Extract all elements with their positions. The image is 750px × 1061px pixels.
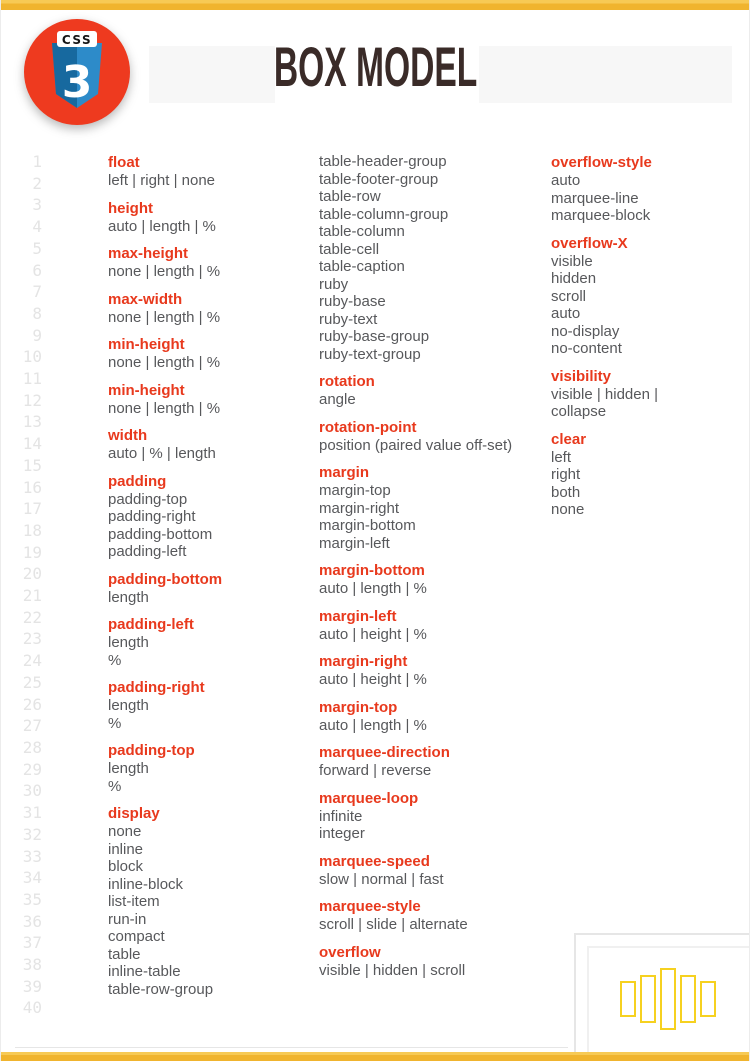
property-value: list-item <box>108 893 160 910</box>
page-title: BOX MODEL <box>274 35 478 98</box>
property-value: right <box>551 466 581 483</box>
property-name: padding-bottom <box>108 570 223 588</box>
bottom-accent-bar <box>1 1052 749 1061</box>
property-value: auto | % | length <box>108 445 216 462</box>
property-value: inline-table <box>108 963 181 980</box>
property-name: margin-left <box>319 607 397 625</box>
property-entry <box>108 381 308 418</box>
property-value: both <box>551 483 581 501</box>
logo-bar <box>660 968 676 1030</box>
property-entry <box>319 372 551 409</box>
property-value: auto | length | % <box>319 580 427 597</box>
property-value: auto <box>551 305 581 322</box>
property-entry <box>319 607 551 644</box>
property-name: height <box>108 199 153 217</box>
property-entry <box>551 153 743 225</box>
property-value: padding-bottom <box>108 525 213 543</box>
line-number: 5 <box>32 238 42 258</box>
line-number: 9 <box>32 325 42 345</box>
property-value: run-in <box>108 910 147 928</box>
property-name: marquee-speed <box>319 852 430 870</box>
property-entry <box>319 652 551 689</box>
property-value: table-header-group <box>319 153 447 170</box>
line-number: 17 <box>22 499 42 519</box>
property-value: none <box>108 823 142 840</box>
property-name: padding <box>108 472 167 490</box>
line-number: 1 <box>32 152 42 171</box>
property-value: % <box>108 714 122 732</box>
line-number: 21 <box>22 586 42 606</box>
line-number: 15 <box>22 455 42 475</box>
top-accent-bar <box>1 0 749 10</box>
property-value: left <box>551 448 572 466</box>
line-number: 32 <box>22 824 42 844</box>
line-number: 2 <box>32 173 42 193</box>
line-number: 40 <box>22 998 42 1018</box>
property-value: padding-right <box>108 508 196 525</box>
property-entry <box>108 678 308 732</box>
property-value: auto | length | % <box>108 217 216 235</box>
line-number: 18 <box>22 520 42 540</box>
property-name: display <box>108 805 160 822</box>
property-value: no-display <box>551 322 620 340</box>
property-value: % <box>108 777 122 795</box>
line-number: 31 <box>22 803 42 823</box>
line-number: 38 <box>22 955 42 975</box>
property-value: integer <box>319 825 365 842</box>
property-value: no-content <box>551 340 622 357</box>
footer-divider <box>15 1047 568 1048</box>
line-number: 23 <box>22 629 42 649</box>
property-value: forward | reverse <box>319 762 432 779</box>
property-value: table-row-group <box>108 980 214 998</box>
property-entry <box>108 199 308 236</box>
property-value: margin-right <box>319 499 400 517</box>
line-number: 26 <box>22 694 42 714</box>
property-name: margin-right <box>319 653 408 670</box>
property-value: compact <box>108 928 165 945</box>
property-value: padding-top <box>108 490 188 508</box>
property-entry <box>319 561 551 598</box>
property-value: table-footer-group <box>319 170 439 188</box>
property-name: padding-left <box>108 616 194 633</box>
property-value: visible | hidden | <box>551 385 659 403</box>
property-name: clear <box>551 430 587 448</box>
property-entry <box>319 463 551 552</box>
property-value: none <box>551 501 585 518</box>
property-name: margin-top <box>319 698 398 716</box>
property-name: overflow <box>319 943 381 961</box>
property-entry <box>319 943 551 980</box>
property-entry <box>108 741 308 795</box>
line-number: 20 <box>22 564 42 584</box>
property-value: marquee-line <box>551 189 639 207</box>
property-entry <box>319 418 551 455</box>
property-entry <box>319 743 551 780</box>
property-name: min-height <box>108 381 185 399</box>
property-column-2 <box>319 153 551 988</box>
property-entry <box>108 426 308 463</box>
property-value: auto | length | % <box>319 716 427 734</box>
property-value: table-column-group <box>319 205 449 223</box>
property-value: ruby-base-group <box>319 328 430 345</box>
bars-logo-icon <box>620 968 716 1030</box>
property-value: angle <box>319 391 356 408</box>
line-number: 29 <box>22 759 42 779</box>
property-entry <box>319 852 551 889</box>
property-value: table-caption <box>319 258 405 275</box>
line-number: 37 <box>22 933 42 953</box>
property-name: margin-bottom <box>319 562 425 579</box>
property-name: max-width <box>108 290 183 308</box>
logo-label: CSS <box>61 33 93 47</box>
footer-logo-box <box>574 933 749 1052</box>
line-number: 34 <box>22 868 42 888</box>
property-value: position (paired value off-set) <box>319 436 513 454</box>
line-number: 28 <box>22 737 42 757</box>
property-name: max-height <box>108 245 189 262</box>
property-value: auto | height | % <box>319 625 427 643</box>
property-name: rotation <box>319 373 375 390</box>
property-value: length <box>108 588 149 606</box>
logo-bar <box>620 981 636 1017</box>
line-number: 11 <box>22 369 42 389</box>
property-entry <box>319 698 551 735</box>
logo-bar <box>640 975 656 1023</box>
line-number: 12 <box>22 390 42 410</box>
line-number: 8 <box>32 303 42 323</box>
property-column-3 <box>551 153 743 528</box>
property-name: padding-top <box>108 742 195 759</box>
line-number: 7 <box>32 282 42 302</box>
property-value: visible <box>551 252 593 270</box>
line-number: 36 <box>22 911 42 931</box>
property-name: overflow-style <box>551 154 652 171</box>
property-value: inline-block <box>108 875 184 893</box>
property-value: hidden <box>551 270 597 287</box>
property-value: marquee-block <box>551 207 651 224</box>
property-value: collapse <box>551 403 607 420</box>
property-value: ruby-base <box>319 293 386 310</box>
property-value: none | length | % <box>108 399 221 417</box>
property-value: auto | height | % <box>319 671 427 688</box>
property-value: block <box>108 858 144 875</box>
property-name: margin <box>319 464 370 481</box>
property-entry <box>108 290 308 327</box>
line-number: 4 <box>32 217 42 237</box>
property-entry <box>108 153 308 190</box>
property-entry <box>319 897 551 934</box>
line-number: 13 <box>22 412 42 432</box>
line-number: 24 <box>22 651 42 671</box>
line-number: 19 <box>22 542 42 562</box>
property-entry <box>108 472 308 561</box>
property-entry <box>108 244 308 281</box>
property-value: slow | normal | fast <box>319 870 444 888</box>
line-number: 35 <box>22 889 42 909</box>
property-value: table-column <box>319 223 405 240</box>
property-value: padding-left <box>108 543 187 560</box>
line-number: 22 <box>22 607 42 627</box>
property-entry <box>319 789 551 843</box>
line-number: 27 <box>22 716 42 736</box>
line-number: 10 <box>22 347 42 367</box>
property-value: margin-bottom <box>319 517 416 534</box>
property-entry <box>551 234 743 358</box>
property-name: visibility <box>551 367 612 385</box>
property-name: marquee-loop <box>319 789 419 807</box>
property-name: marquee-direction <box>319 744 450 761</box>
property-value: ruby-text-group <box>319 345 421 363</box>
property-value: table <box>108 945 141 963</box>
property-name: width <box>108 427 148 444</box>
property-value: table-cell <box>319 240 380 258</box>
property-value: % <box>108 651 122 669</box>
logo-bar <box>700 981 716 1017</box>
property-column-1 <box>108 153 308 1007</box>
property-value: margin-top <box>319 482 391 499</box>
line-number-gutter <box>1 151 42 1019</box>
property-entry <box>108 804 308 998</box>
property-entry <box>108 615 308 669</box>
logo-bar <box>680 975 696 1023</box>
property-name: overflow-X <box>551 234 628 252</box>
property-value: length <box>108 697 149 714</box>
line-number: 3 <box>32 195 42 215</box>
property-value: none | length | % <box>108 354 221 371</box>
line-number: 16 <box>22 477 42 497</box>
property-value: ruby-text <box>319 310 378 328</box>
property-name: rotation-point <box>319 418 417 436</box>
property-value: ruby <box>319 275 349 293</box>
property-value: left | right | none <box>108 172 216 189</box>
property-value: auto <box>551 172 581 189</box>
property-name: min-height <box>108 336 185 353</box>
property-value: infinite <box>319 807 363 825</box>
property-value: none | length | % <box>108 263 221 280</box>
property-value: length <box>108 634 149 651</box>
logo-number: 3 <box>61 57 93 108</box>
property-value: table-row <box>319 188 381 205</box>
property-value: scroll <box>551 287 587 305</box>
property-value: length <box>108 760 149 777</box>
property-value: visible | hidden | scroll <box>319 961 466 979</box>
line-number: 14 <box>22 434 42 454</box>
line-number: 30 <box>22 781 42 801</box>
line-number: 39 <box>22 976 42 996</box>
property-name: padding-right <box>108 679 205 696</box>
property-value: margin-left <box>319 534 390 552</box>
line-number: 33 <box>22 846 42 866</box>
line-number: 6 <box>32 260 42 280</box>
property-entry <box>108 335 308 372</box>
property-entry <box>319 153 551 363</box>
line-number: 25 <box>22 672 42 692</box>
property-entry <box>551 367 743 421</box>
property-name: float <box>108 154 140 171</box>
property-value: scroll | slide | alternate <box>319 916 468 933</box>
property-entry <box>108 570 308 607</box>
property-entry <box>551 430 743 519</box>
property-value: none | length | % <box>108 308 221 326</box>
property-name: marquee-style <box>319 898 421 915</box>
property-value: inline <box>108 840 144 858</box>
